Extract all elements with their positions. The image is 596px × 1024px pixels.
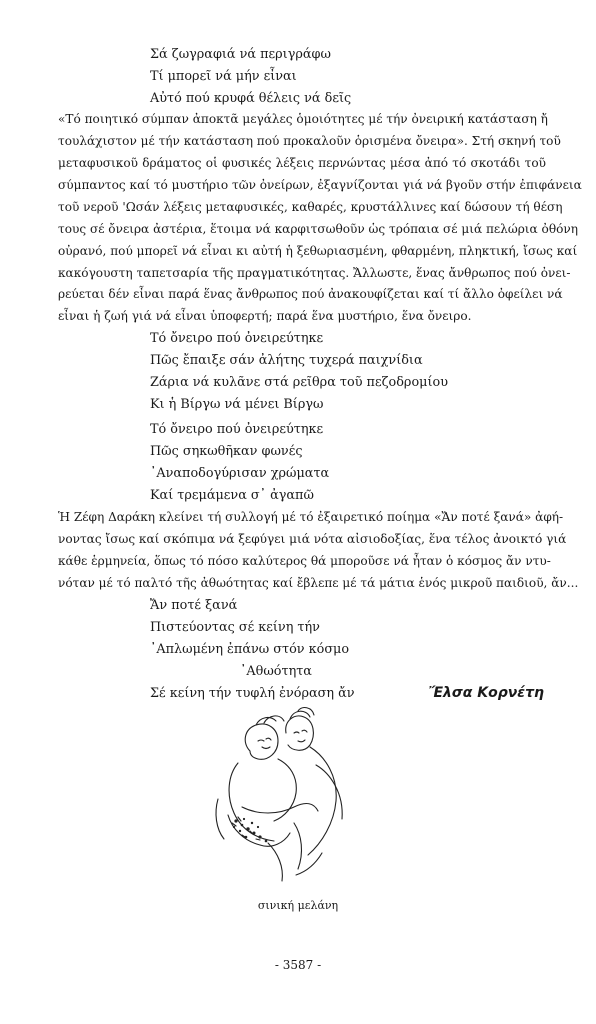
drawing-caption: σινική μελάνη <box>257 899 339 912</box>
author-signature: Ἔλσα Κορνέτη <box>428 685 544 701</box>
paragraph-line: τους σέ ὄνειρα ἀστέρια, ἕτοιμα νά καρφιτσωθοῦν ὡς τρόπαια σέ μιά πελώρια ὀθόνη <box>58 222 579 236</box>
paragraph-line: κάθε ἑρμηνεία, ὅπως τό πόσο καλύτερος θά μποροῦσε νά ἦταν ὁ κόσμος ἄν ντυ- <box>58 554 551 568</box>
paragraph-line: τοῦ νεροῦ 'Ωσάν λέξεις μεταφυσικές, καθαρές, κρυστάλλινες καί δώσουν τή θέση <box>58 200 563 214</box>
paragraph-line: εἶναι ἡ ζωή γιά νά εἶναι ὑποφερτή; παρά ἕνα μυστήριο, ἕνα ὄνειρο. <box>58 309 472 323</box>
verse-line: ᾿Αναποδογύρισαν χρώματα <box>150 466 330 481</box>
paragraph-line: οὐρανό, πού μπορεῖ νά εἶναι κι αὐτή ἡ ξεθωριασμένη, φθαρμένη, πληκτική, ἴσως καί <box>58 244 578 258</box>
verse-line: Σά ζωγραφιά νά περιγράφω <box>150 47 331 62</box>
paragraph-line: Ἡ Ζέφη Δαράκη κλείνει τή συλλογή μέ τό ἐξαιρετικό ποίημα «Ἄν ποτέ ξανά» ἀφή- <box>58 510 564 524</box>
ink-drawing-illustration <box>198 703 358 893</box>
page-number: - 3587 - <box>274 958 322 972</box>
paragraph-line: σύμπαντος καί τό μυστήριο τῶν ὀνείρων, ἐξαγνίζονται γιά νά βγοῦν στήν ἐπιφάνεια <box>58 178 582 192</box>
verse-line: Πιστεύοντας σέ κείνη τήν <box>150 620 320 635</box>
paragraph-line: ρεύεται δέν εἶναι παρά ἕνας ἄνθρωπος πού ἀνακουφίζεται καί τί ἄλλο ὀφείλει νά <box>58 287 563 301</box>
verse-line: Αὐτό πού κρυφά θέλεις νά δεῖς <box>150 91 352 106</box>
verse-line: Πῶς σηκωθῆκαν φωνές <box>150 444 303 459</box>
verse-line: Τό ὄνειρο πού ὀνειρεύτηκε <box>150 422 324 437</box>
verse-line: Τί μπορεῖ νά μήν εἶναι <box>150 69 297 84</box>
verse-line: ᾿Αθωότητα <box>240 664 312 679</box>
paragraph-line: τουλάχιστον μέ τήν κατάσταση πού προκαλοῦν ὁρισμένα ὄνειρα». Στή σκηνή τοῦ <box>58 134 561 148</box>
paragraph-line: νοντας ἴσως καί σκόπιμα νά ξεφύγει μιά νότα αἰσιοδοξίας, ἕνα τέλος ἀνοικτό γιά <box>58 532 567 546</box>
verse-line: Τό ὄνειρο πού ὀνειρεύτηκε <box>150 331 324 346</box>
paragraph-line: νόταν μέ τό παλτό τῆς ἀθωότητας καί ἔβλεπε μέ τά μάτια ἑνός μικροῦ παιδιοῦ, ἄν... <box>58 576 579 590</box>
paragraph-line: «Τό ποιητικό σύμπαν ἀποκτᾶ μεγάλες ὁμοιότητες μέ τήν ὀνειρική κατάσταση ἤ <box>58 112 548 126</box>
verse-line: Καί τρεμάμενα σ᾿ ἀγαπῶ <box>150 488 314 503</box>
verse-line: ᾿Απλωμένη ἐπάνω στόν κόσμο <box>150 642 350 657</box>
verse-line: Ἄν ποτέ ξανά <box>150 598 238 613</box>
verse-line: Ζάρια νά κυλᾶνε στά ρεῖθρα τοῦ πεζοδρομίου <box>150 375 448 390</box>
paragraph-line: μεταφυσικοῦ δράματος οἱ φυσικές λέξεις περνώντας μέσα ἀπό τό σκοτάδι τοῦ <box>58 156 546 170</box>
verse-line: Πῶς ἔπαιξε σάν ἀλήτης τυχερά παιχνίδια <box>150 353 423 368</box>
verse-line: Σέ κείνη τήν τυφλή ἐνόραση ἄν <box>150 686 355 701</box>
verse-line: Κι ἡ Βίργω νά μένει Βίργω <box>150 397 324 412</box>
paragraph-line: κακόγουστη ταπετσαρία τῆς πραγματικότητας. Ἄλλωστε, ἕνας ἄνθρωπος πού ὀνει- <box>58 266 571 280</box>
